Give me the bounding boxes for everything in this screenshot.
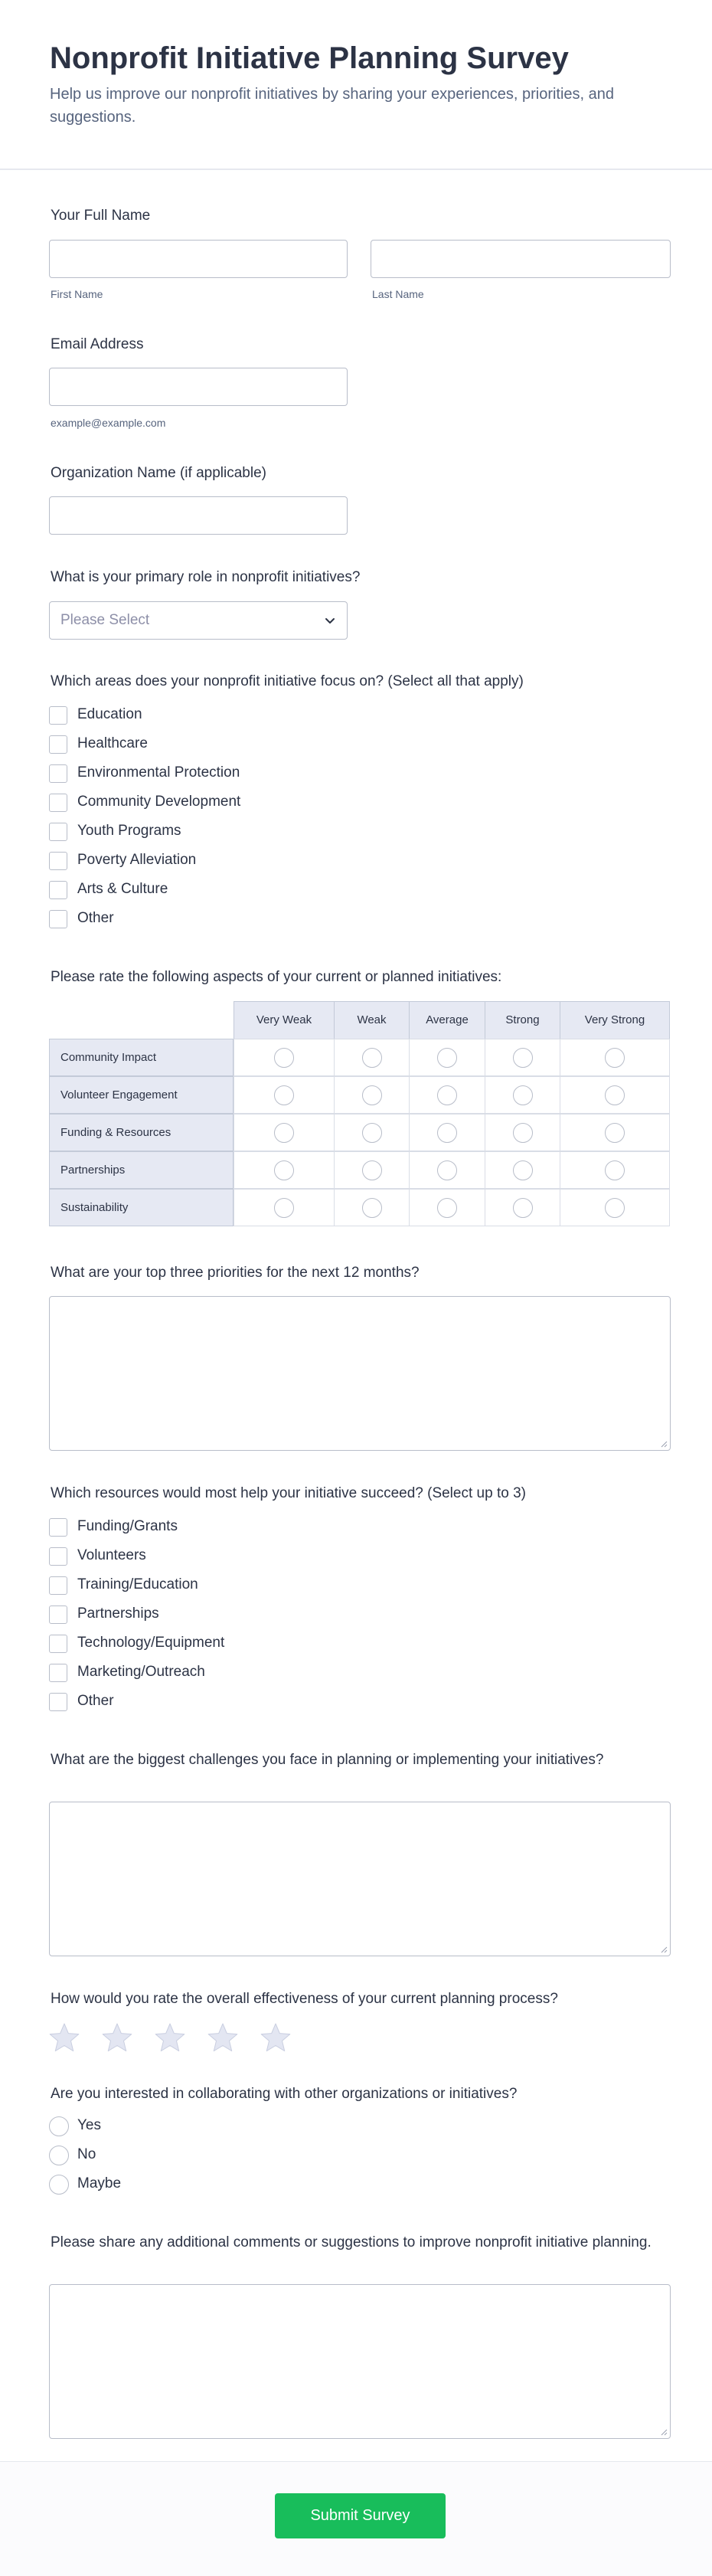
star-icon[interactable] bbox=[101, 2022, 133, 2053]
matrix-radio[interactable] bbox=[513, 1198, 533, 1218]
matrix-radio[interactable] bbox=[437, 1123, 457, 1143]
option-label: Marketing/Outreach bbox=[77, 1664, 205, 1680]
matrix-column-header: Weak bbox=[334, 1001, 410, 1039]
checkbox[interactable] bbox=[49, 794, 67, 812]
radio-button[interactable] bbox=[49, 2146, 69, 2165]
matrix-column-header: Strong bbox=[485, 1001, 560, 1039]
option-label: Environmental Protection bbox=[77, 764, 240, 781]
email-input[interactable] bbox=[49, 368, 348, 406]
option-label: Training/Education bbox=[77, 1576, 198, 1592]
matrix-radio[interactable] bbox=[274, 1123, 294, 1143]
email-sublabel: example@example.com bbox=[51, 417, 166, 429]
option-label: Poverty Alleviation bbox=[77, 852, 197, 868]
option-label: Other bbox=[77, 910, 114, 926]
matrix-cell[interactable] bbox=[334, 1114, 410, 1151]
matrix-cell[interactable] bbox=[560, 1189, 670, 1226]
matrix-cell[interactable] bbox=[234, 1151, 335, 1189]
resources-label: Which resources would most help your initiative succeed? (Select up to 3) bbox=[51, 1485, 526, 1501]
matrix-row-label: Funding & Resources bbox=[49, 1114, 234, 1151]
matrix-row-label: Partnerships bbox=[49, 1151, 234, 1189]
matrix-radio[interactable] bbox=[362, 1085, 382, 1105]
option-label: No bbox=[77, 2146, 96, 2162]
matrix-column-header: Very Strong bbox=[560, 1001, 670, 1039]
resize-grip-icon[interactable] bbox=[660, 1946, 668, 1953]
last-name-sublabel: Last Name bbox=[372, 288, 424, 300]
matrix-cell[interactable] bbox=[409, 1114, 485, 1151]
option-label: Yes bbox=[77, 2117, 101, 2133]
matrix-cell[interactable] bbox=[334, 1189, 410, 1226]
checkbox[interactable] bbox=[49, 735, 67, 754]
last-name-input[interactable] bbox=[371, 240, 671, 278]
first-name-sublabel: First Name bbox=[51, 288, 103, 300]
star-icon[interactable] bbox=[207, 2022, 239, 2053]
page-title: Nonprofit Initiative Planning Survey bbox=[50, 41, 569, 75]
option-label: Education bbox=[77, 706, 142, 722]
matrix-radio[interactable] bbox=[437, 1198, 457, 1218]
option-label: Youth Programs bbox=[77, 823, 181, 839]
option-label: Community Development bbox=[77, 794, 241, 810]
checkbox[interactable] bbox=[49, 852, 67, 870]
matrix-cell[interactable] bbox=[234, 1114, 335, 1151]
challenges-label: What are the biggest challenges you face in planning or implementing your initiatives? bbox=[51, 1752, 604, 1768]
option-label: Volunteers bbox=[77, 1547, 146, 1563]
priorities-label: What are your top three priorities for the next 12 months? bbox=[51, 1265, 420, 1281]
matrix-radio[interactable] bbox=[362, 1160, 382, 1180]
matrix-radio[interactable] bbox=[605, 1198, 625, 1218]
matrix-radio[interactable] bbox=[605, 1160, 625, 1180]
checkbox[interactable] bbox=[49, 1664, 67, 1682]
matrix-cell[interactable] bbox=[560, 1039, 670, 1076]
full-name-label: Your Full Name bbox=[51, 208, 151, 224]
matrix-cell[interactable] bbox=[334, 1039, 410, 1076]
checkbox[interactable] bbox=[49, 706, 67, 725]
option-label: Healthcare bbox=[77, 735, 148, 751]
form-header bbox=[0, 0, 712, 170]
role-select-placeholder: Please Select bbox=[60, 612, 150, 628]
matrix-cell[interactable] bbox=[409, 1076, 485, 1114]
focus-label: Which areas does your nonprofit initiative focus on? (Select all that apply) bbox=[51, 673, 524, 689]
matrix-cell[interactable] bbox=[234, 1076, 335, 1114]
matrix-cell[interactable] bbox=[560, 1151, 670, 1189]
matrix-row-label: Sustainability bbox=[49, 1189, 234, 1226]
matrix-column-header: Very Weak bbox=[234, 1001, 335, 1039]
matrix-cell[interactable] bbox=[560, 1114, 670, 1151]
matrix-label: Please rate the following aspects of your current or planned initiatives: bbox=[51, 969, 502, 985]
matrix-radio[interactable] bbox=[513, 1085, 533, 1105]
matrix-radio[interactable] bbox=[362, 1123, 382, 1143]
option-label: Funding/Grants bbox=[77, 1518, 178, 1534]
page-subtitle: Help us improve our nonprofit initiatives by sharing your experiences, priorities, and suggestions. bbox=[50, 86, 615, 126]
matrix-cell[interactable] bbox=[409, 1039, 485, 1076]
matrix-radio[interactable] bbox=[274, 1198, 294, 1218]
checkbox[interactable] bbox=[49, 881, 67, 899]
matrix-radio[interactable] bbox=[605, 1085, 625, 1105]
option-label: Partnerships bbox=[77, 1605, 159, 1622]
role-label: What is your primary role in nonprofit initiatives? bbox=[51, 569, 361, 585]
checkbox[interactable] bbox=[49, 1635, 67, 1653]
matrix-radio[interactable] bbox=[437, 1085, 457, 1105]
star-icon[interactable] bbox=[154, 2022, 186, 2053]
matrix-radio[interactable] bbox=[362, 1198, 382, 1218]
matrix-radio[interactable] bbox=[274, 1085, 294, 1105]
option-label: Maybe bbox=[77, 2175, 122, 2191]
checkbox[interactable] bbox=[49, 1605, 67, 1624]
matrix-row-label: Community Impact bbox=[49, 1039, 234, 1076]
role-select[interactable] bbox=[49, 601, 348, 640]
matrix-radio[interactable] bbox=[274, 1048, 294, 1068]
matrix-radio[interactable] bbox=[513, 1160, 533, 1180]
comments-textarea[interactable] bbox=[49, 2284, 671, 2439]
checkbox[interactable] bbox=[49, 823, 67, 841]
rating-matrix bbox=[49, 1001, 670, 1229]
option-label: Technology/Equipment bbox=[77, 1635, 225, 1651]
email-label: Email Address bbox=[51, 336, 144, 352]
matrix-cell[interactable] bbox=[560, 1076, 670, 1114]
submit-button[interactable]: Submit Survey bbox=[275, 2493, 446, 2538]
matrix-radio[interactable] bbox=[513, 1048, 533, 1068]
matrix-cell[interactable] bbox=[409, 1151, 485, 1189]
matrix-radio[interactable] bbox=[513, 1123, 533, 1143]
organization-input[interactable] bbox=[49, 496, 348, 535]
challenges-textarea[interactable] bbox=[49, 1802, 671, 1956]
checkbox[interactable] bbox=[49, 1693, 67, 1711]
checkbox[interactable] bbox=[49, 1576, 67, 1595]
comments-label: Please share any additional comments or suggestions to improve nonprofit initiative planning. bbox=[51, 2234, 652, 2250]
checkbox[interactable] bbox=[49, 910, 67, 928]
checkbox[interactable] bbox=[49, 1547, 67, 1566]
chevron-down-icon bbox=[322, 613, 338, 628]
star-icon[interactable] bbox=[48, 2022, 80, 2053]
star-icon[interactable] bbox=[260, 2022, 292, 2053]
matrix-radio[interactable] bbox=[437, 1048, 457, 1068]
collaboration-label: Are you interested in collaborating with other organizations or initiatives? bbox=[51, 2086, 518, 2102]
first-name-input[interactable] bbox=[49, 240, 348, 278]
matrix-cell[interactable] bbox=[234, 1189, 335, 1226]
matrix-row-label: Volunteer Engagement bbox=[49, 1076, 234, 1114]
matrix-cell[interactable] bbox=[334, 1151, 410, 1189]
option-label: Arts & Culture bbox=[77, 881, 168, 897]
matrix-cell[interactable] bbox=[234, 1039, 335, 1076]
priorities-textarea[interactable] bbox=[49, 1296, 671, 1451]
matrix-cell[interactable] bbox=[485, 1039, 560, 1076]
checkbox[interactable] bbox=[49, 764, 67, 783]
checkbox[interactable] bbox=[49, 1518, 67, 1537]
matrix-cell[interactable] bbox=[409, 1189, 485, 1226]
matrix-cell[interactable] bbox=[334, 1076, 410, 1114]
matrix-column-header: Average bbox=[409, 1001, 485, 1039]
radio-button[interactable] bbox=[49, 2175, 69, 2195]
effectiveness-label: How would you rate the overall effectiveness of your current planning process? bbox=[51, 1991, 558, 2007]
resize-grip-icon[interactable] bbox=[660, 2428, 668, 2436]
option-label: Other bbox=[77, 1693, 114, 1709]
resize-grip-icon[interactable] bbox=[660, 1440, 668, 1448]
matrix-radio[interactable] bbox=[437, 1160, 457, 1180]
matrix-radio[interactable] bbox=[274, 1160, 294, 1180]
matrix-cell[interactable] bbox=[485, 1189, 560, 1226]
matrix-cell[interactable] bbox=[485, 1076, 560, 1114]
matrix-cell[interactable] bbox=[485, 1151, 560, 1189]
matrix-radio[interactable] bbox=[605, 1123, 625, 1143]
organization-label: Organization Name (if applicable) bbox=[51, 465, 266, 481]
matrix-radio[interactable] bbox=[362, 1048, 382, 1068]
radio-button[interactable] bbox=[49, 2116, 69, 2136]
matrix-cell[interactable] bbox=[485, 1114, 560, 1151]
matrix-radio[interactable] bbox=[605, 1048, 625, 1068]
